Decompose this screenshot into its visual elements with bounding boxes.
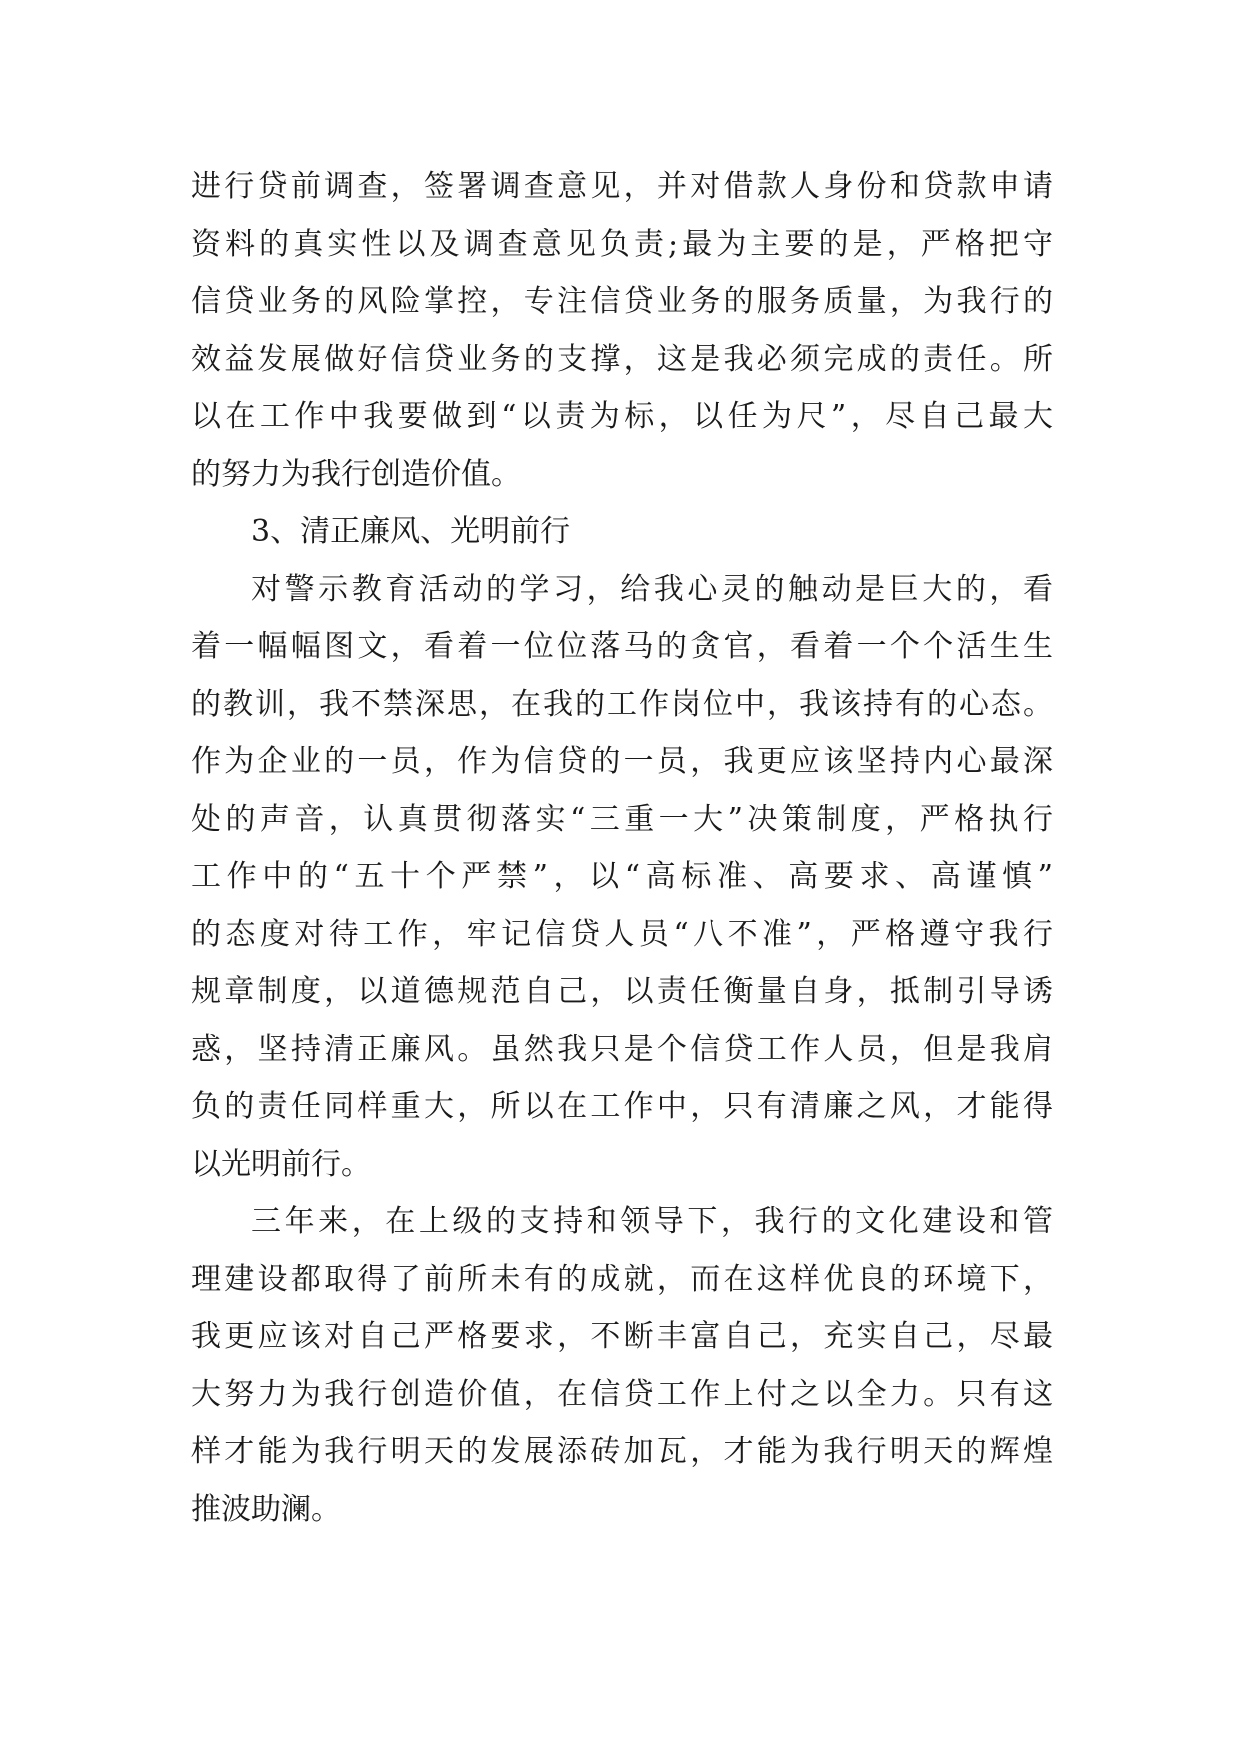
text-line: 理建设都取得了前所未有的成就，而在这样优良的环境下， <box>191 1261 1053 1297</box>
text-line: 作为企业的一员，作为信贷的一员，我更应该坚持内心最深 <box>191 744 1053 779</box>
text-line: 对警示教育活动的学习，给我心灵的触动是巨大的，看 <box>251 571 1053 607</box>
text-line: 负的责任同样重大，所以在工作中，只有清廉之风，才能得 <box>191 1089 1053 1124</box>
text-line: 效益发展做好信贷业务的支撑，这是我必须完成的责任。所 <box>191 341 1053 377</box>
text-line: 工作中的“五十个严禁”，以“高标准、高要求、高谨慎” <box>191 859 1053 894</box>
text-line: 信贷业务的风险掌控，专注信贷业务的服务质量，为我行的 <box>191 284 1053 319</box>
text-line: 处的声音，认真贯彻落实“三重一大”决策制度，严格执行 <box>191 801 1053 837</box>
text-line: 的努力为我行创造价值。 <box>191 456 521 492</box>
text-line: 的态度对待工作，牢记信贷人员“八不准”，严格遵守我行 <box>191 916 1053 952</box>
text-line: 我更应该对自己严格要求，不断丰富自己，充实自己，尽最 <box>191 1319 1053 1354</box>
text-line: 三年来，在上级的支持和领导下，我行的文化建设和管 <box>251 1204 1053 1239</box>
text-line: 以光明前行。 <box>191 1146 371 1182</box>
text-line: 规章制度，以道德规范自己，以责任衡量自身，抵制引导诱 <box>191 974 1053 1009</box>
section-heading: 3、清正廉风、光明前行 <box>251 514 571 549</box>
text-line: 资料的真实性以及调查意见负责;最为主要的是，严格把守 <box>191 226 1053 262</box>
text-line: 进行贷前调查，签署调查意见，并对借款人身份和贷款申请 <box>191 169 1053 204</box>
text-line: 着一幅幅图文，看着一位位落马的贪官，看着一个个活生生 <box>191 629 1053 664</box>
text-line: 推波助澜。 <box>191 1491 341 1527</box>
text-line: 以在工作中我要做到“以责为标，以任为尺”，尽自己最大 <box>191 399 1053 434</box>
text-line: 的教训，我不禁深思，在我的工作岗位中，我该持有的心态。 <box>191 686 1053 722</box>
body-text <box>191 158 1053 1538</box>
text-line: 样才能为我行明天的发展添砖加瓦，才能为我行明天的辉煌 <box>191 1434 1053 1469</box>
text-line: 大努力为我行创造价值，在信贷工作上付之以全力。只有这 <box>191 1376 1053 1412</box>
text-line: 惑，坚持清正廉风。虽然我只是个信贷工作人员，但是我肩 <box>191 1031 1053 1067</box>
